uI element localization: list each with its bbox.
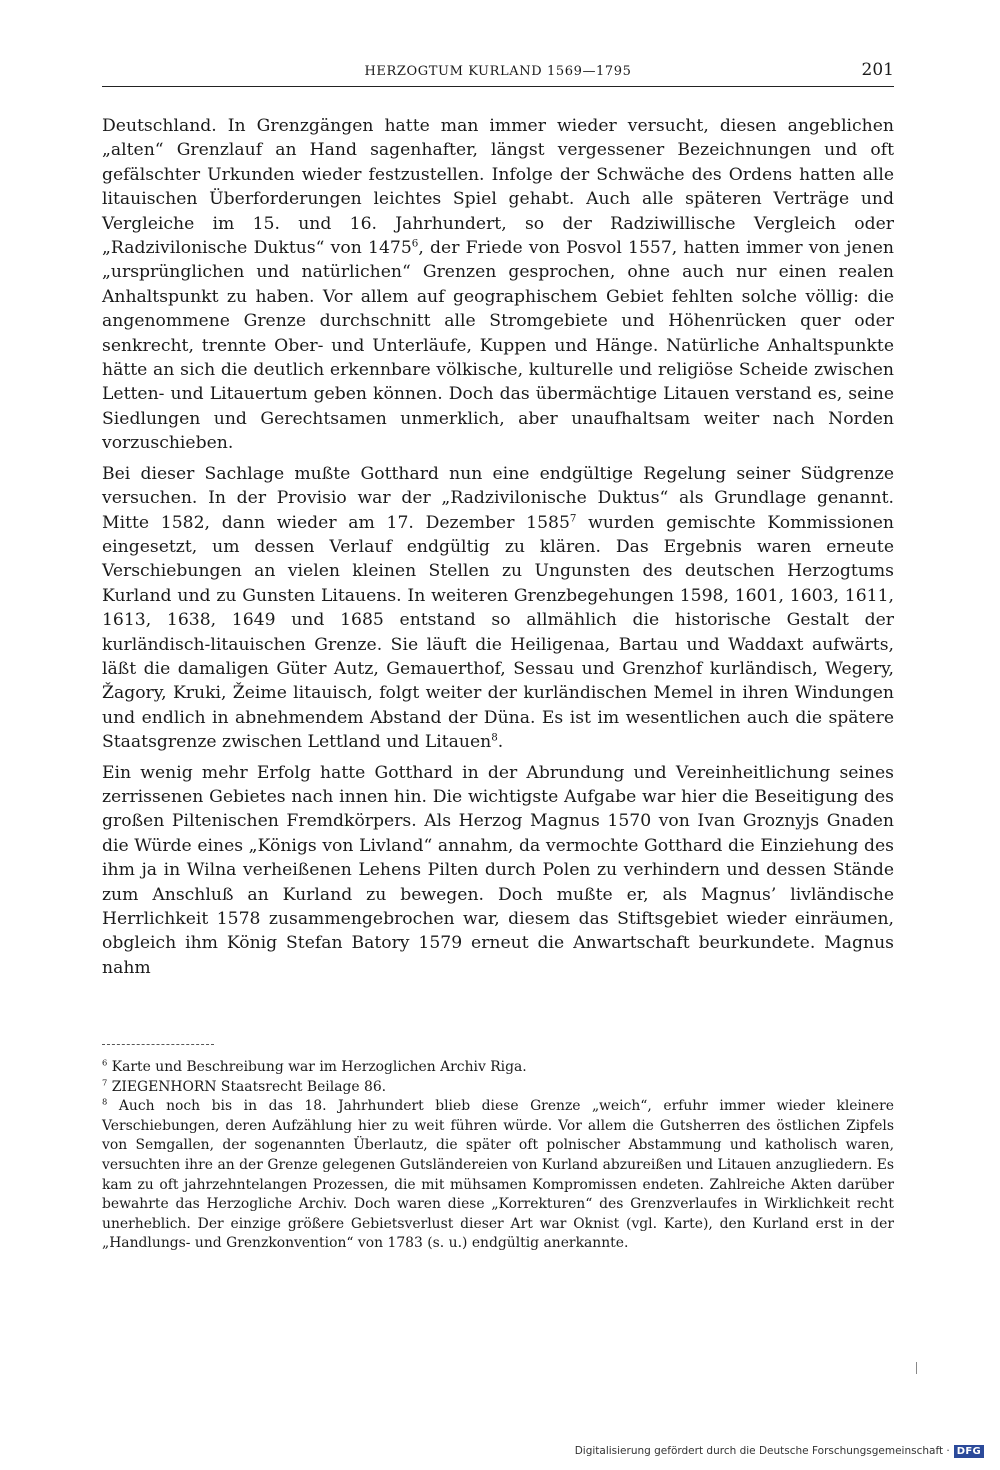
paragraph (102, 761, 894, 981)
dfg-logo: DFG (954, 1445, 984, 1458)
footnote-reference: 8 (491, 731, 498, 744)
paragraph (102, 114, 894, 456)
footnote-text: Karte und Beschreibung war im Herzoglichen Archiv Riga. (107, 1059, 527, 1075)
footnote-mark: 7 (102, 1076, 108, 1087)
footnote-reference: 6 (411, 237, 419, 250)
footnote (102, 1097, 894, 1254)
footnote-text: Auch noch bis in das 18. Jahrhundert blieb diese Grenze „weich“, erfuhr immer wieder kleinere Verschiebungen, deren Aufzählung hier zu weit führen würde. Vor allem die Gutsherren des östlichen Zipfels von Semgallen, der sogenannten Überlautz, die später oft polnischer Abstammung und katholisch waren, versuchten ihre an der Grenze gelegenen Gutsländereien von Kurland abzureißen und Litauen anzugliedern. Es kam zu oft jahrzehntelangen Prozessen, die mit mühsamen Kompromissen endeten. Zahlreiche Akten darüber bewahrte das Herzogliche Archiv. Doch waren diese „Korrekturen“ des Grenzverlaufes in Wirklichkeit recht unerheblich. Der einzige größere Gebietsverlust dieser Art war Oknist (vgl. Karte), den Kurland erst in der „Handlungs- und Grenzkonvention“ von 1783 (s. u.) endgültig anerkannte. (102, 1098, 894, 1252)
footnote-text: ZIEGENHORN Staatsrecht Beilage 86. (107, 1078, 387, 1095)
footnote-mark: 8 (102, 1096, 108, 1107)
main-text (102, 114, 894, 986)
digitization-credit (575, 1442, 984, 1460)
paragraph-text: Bei dieser Sachlage mußte Gotthard nun eine endgültige Regelung seiner Südgrenze versuchen. In der Provisio war der „Radzivilonische Duktus“ als Grundlage genannt. Mitte 1582, dann wieder am 17. Dezember 1585 (102, 463, 894, 533)
footnote (102, 1078, 894, 1098)
footnotes (102, 1058, 894, 1254)
running-header (102, 60, 894, 87)
paragraph-text: , der Friede von Posvol 1557, hatten immer von jenen „ursprünglichen und natürlichen“ Grenzen gesprochen, ohne auch nur einen realen Anhaltspunkt zu haben. Vor allem auf geographischem Gebiet fehlten solche völlig: die angenommene Grenze durchschnitt alle Stromgebiete und Höhenrücken quer oder senkrecht, trennte Ober- und Unterläufe, Kuppen und Hänge. Natürliche Anhaltspunkte hätte an sich die deutlich erkennbare völkische, kulturelle und religiöse Scheide zwischen Letten- und Litauertum geben können. Doch das übermächtige Litauen verstand es, seine Siedlungen und Gerechtsamen unmerklich, aber unaufhaltsam weiter nach Norden vorzuschieben. (102, 238, 894, 454)
credit-text: Digitalisierung gefördert durch die Deutsche Forschungsgemeinschaft · (574, 1445, 950, 1457)
paragraph (102, 462, 894, 755)
footnote-reference: 7 (569, 511, 577, 524)
footnote-divider (102, 1044, 214, 1045)
footnote-mark: 6 (102, 1057, 108, 1068)
paragraph-text: Ein wenig mehr Erfolg hatte Gotthard in der Abrundung und Vereinheitlichung seines zerrissenen Gebietes nach innen hin. Die wichtigste Aufgabe war hier die Beseitigung des großen Piltenischen Fremdkörpers. Als Herzog Magnus 1570 von Ivan Groznyjs Gnaden die Würde eines „Königs von Livland“ annahm, da vermochte Gotthard die Einziehung des ihm ja in Wilna verheißenen Lehens Pilten durch Polen zu verhindern und dessen Stände zum Anschluß an Kurland zu bewegen. Doch mußte er, als Magnus’ livländische Herrlichkeit 1578 zusammengebrochen war, diesem das Stiftsgebiet wieder einräumen, obgleich ihm König Stefan Batory 1579 erneut die Anwartschaft beurkundete. Magnus nahm (102, 762, 894, 978)
paragraph-text: . (497, 732, 504, 753)
footnote (102, 1058, 894, 1078)
paragraph-text: wurden gemischte Kommissionen eingesetzt, um dessen Verlauf endgültig zu klären. Das Ergebnis waren erneute Verschiebungen an vielen kleinen Stellen zu Ungunsten des deutschen Herzogtums Kurland und zu Gunsten Litauens. In weiteren Grenzbegehungen 1598, 1601, 1603, 1611, 1613, 1638, 1649 und 1685 entstand so allmählich die historische Gestalt der kurländisch-litauischen Grenze. Sie läuft die Heiligenaa, Bartau und Waddaxt aufwärts, läßt die damaligen Güter Autz, Gemauerthof, Sessau und Grenzhof kurländisch, Wegery, Žagory, Kruki, Žeime litauisch, folgt weiter der kurländischen Memel in ihren Windungen und endlich in abnehmendem Abstand der Düna. Es ist im wesentlichen auch die spätere Staatsgrenze zwischen Lettland und Litauen (102, 512, 894, 753)
running-title: HERZOGTUM KURLAND 1569—1795 (364, 64, 632, 79)
page-number: 201 (861, 60, 894, 80)
margin-mark (916, 1362, 917, 1374)
paragraph-text: Deutschland. In Grenzgängen hatte man immer wieder versucht, diesen angeblichen „alten“ Grenzlauf an Hand sagenhafter, längst vergessener Bezeichnungen und oft gefälschter Urkunden wieder festzustellen. Infolge der Schwäche des Ordens hatten alle litauischen Überforderungen leichtes Spiel gehabt. Auch alle späteren Verträge und Vergleiche im 15. und 16. Jahrhundert, so der Radziwillische Vergleich oder „Radzivilonische Duktus“ von 1475 (102, 116, 894, 259)
